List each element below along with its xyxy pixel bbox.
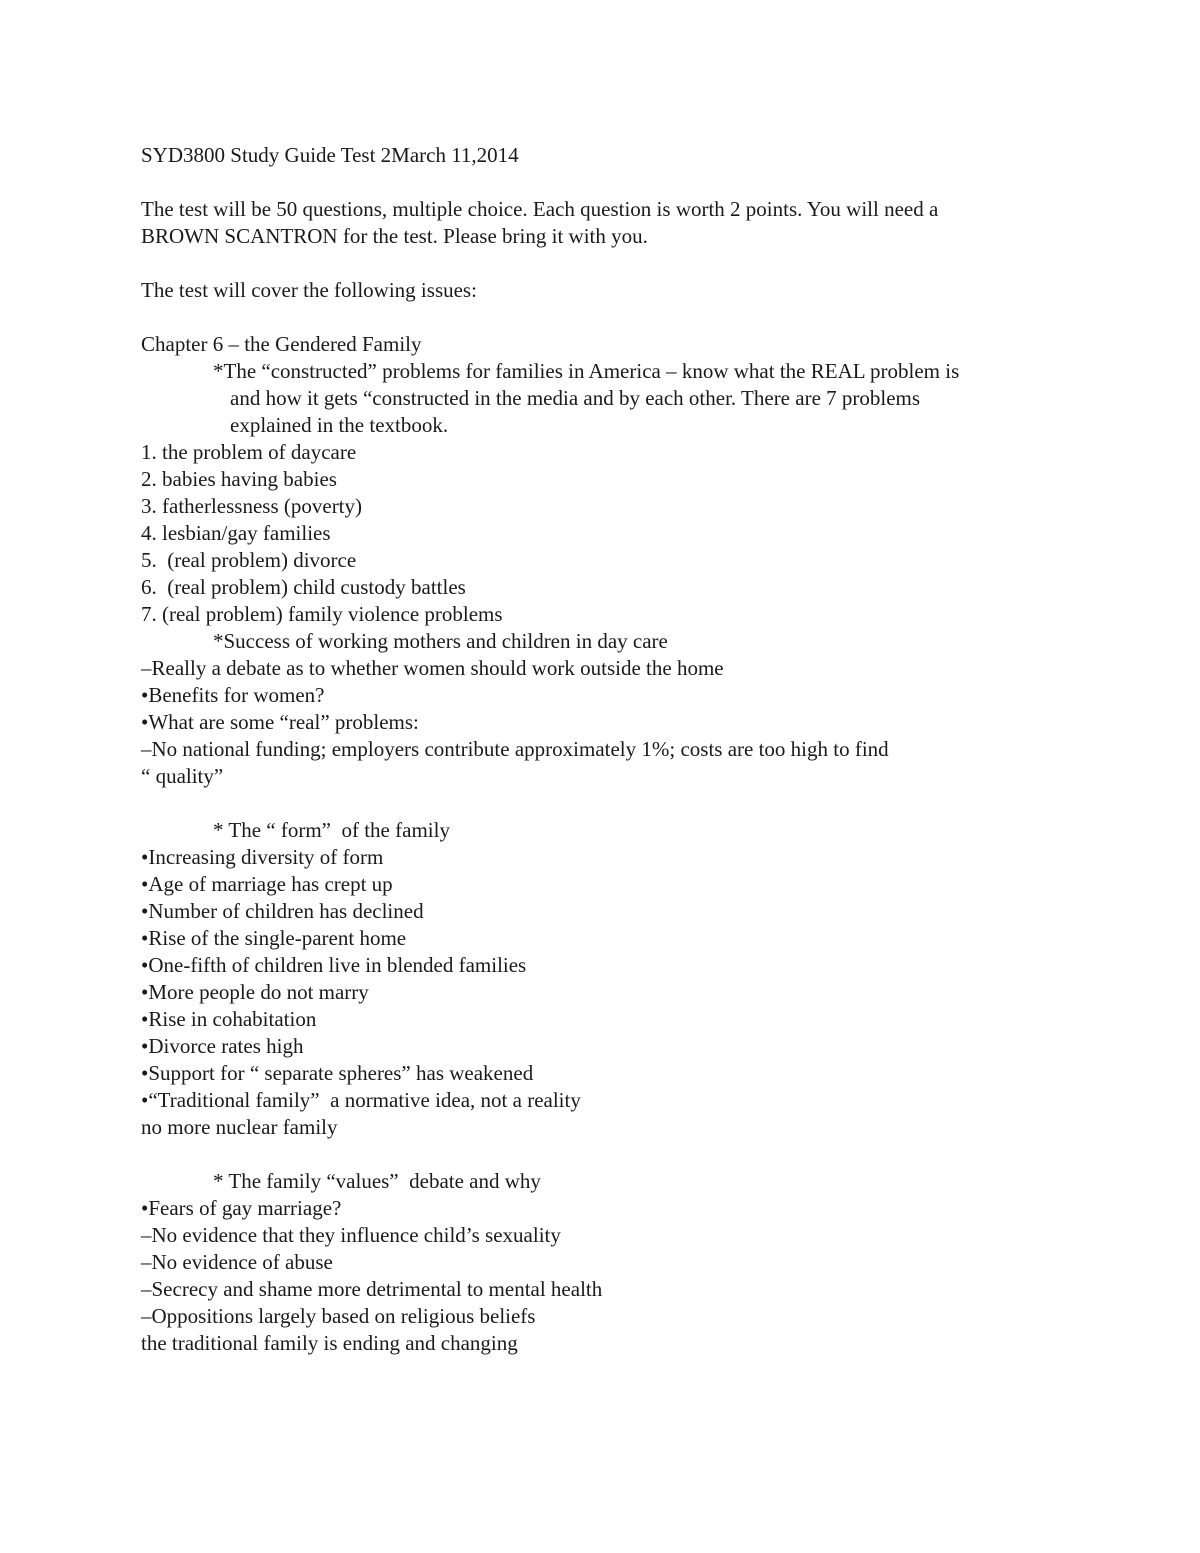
values-point: –Oppositions largely based on religious beliefs [141,1304,536,1328]
form-point: •Rise in cohabitation [141,1007,317,1031]
form-point: •“Traditional family” a normative idea, not a reality [141,1088,581,1112]
values-point: –Secrecy and shame more detrimental to mental health [141,1277,603,1301]
problem-item: 6. (real problem) child custody battles [141,575,466,599]
values-point: •Fears of gay marriage? [141,1196,342,1220]
spacer [141,1141,1101,1168]
cover-line: The test will cover the following issues: [141,278,477,302]
problem-item: 2. babies having babies [141,467,337,491]
working-point: –Really a debate as to whether women should work outside the home [141,656,724,680]
problem-item: 7. (real problem) family violence problems [141,602,503,626]
chapter-heading: Chapter 6 – the Gendered Family [141,332,422,356]
constructed-problems-heading: *The “constructed” problems for families in America – know what the REAL problem is [213,359,960,383]
working-point: •What are some “real” problems: [141,710,419,734]
document-title: SYD3800 Study Guide Test 2March 11,2014 [141,143,519,167]
form-point: •More people do not marry [141,980,369,1004]
form-point: •Support for “ separate spheres” has weakened [141,1061,534,1085]
spacer [141,169,1101,196]
problem-item: 5. (real problem) divorce [141,548,357,572]
problem-item: 3. fatherlessness (poverty) [141,494,363,518]
form-point: no more nuclear family [141,1115,338,1139]
values-point: the traditional family is ending and changing [141,1331,518,1355]
working-point: –No national funding; employers contribute approximately 1%; costs are too high to find [141,737,889,761]
form-point: •Rise of the single-parent home [141,926,407,950]
form-point: •Increasing diversity of form [141,845,384,869]
working-point: •Benefits for women? [141,683,325,707]
family-values-heading: * The family “values” debate and why [213,1169,541,1193]
form-point: •Number of children has declined [141,899,424,923]
intro-line: BROWN SCANTRON for the test. Please bring it with you. [141,224,648,248]
problem-item: 1. the problem of daycare [141,440,357,464]
intro-line: The test will be 50 questions, multiple choice. Each question is worth 2 points. You will need a [141,197,939,221]
spacer [141,250,1101,277]
values-point: –No evidence that they influence child’s sexuality [141,1223,561,1247]
constructed-problems-text: explained in the textbook. [230,413,449,437]
constructed-problems-text: and how it gets “constructed in the media and by each other. There are 7 problems [230,386,921,410]
working-point: “ quality” [141,764,224,788]
values-point: –No evidence of abuse [141,1250,333,1274]
form-point: •One-fifth of children live in blended families [141,953,527,977]
problem-item: 4. lesbian/gay families [141,521,331,545]
form-point: •Divorce rates high [141,1034,304,1058]
form-point: •Age of marriage has crept up [141,872,393,896]
working-mothers-heading: *Success of working mothers and children in day care [213,629,668,653]
spacer [141,304,1101,331]
spacer [141,790,1101,817]
family-form-heading: * The “ form” of the family [213,818,450,842]
document-body [141,142,1101,1357]
